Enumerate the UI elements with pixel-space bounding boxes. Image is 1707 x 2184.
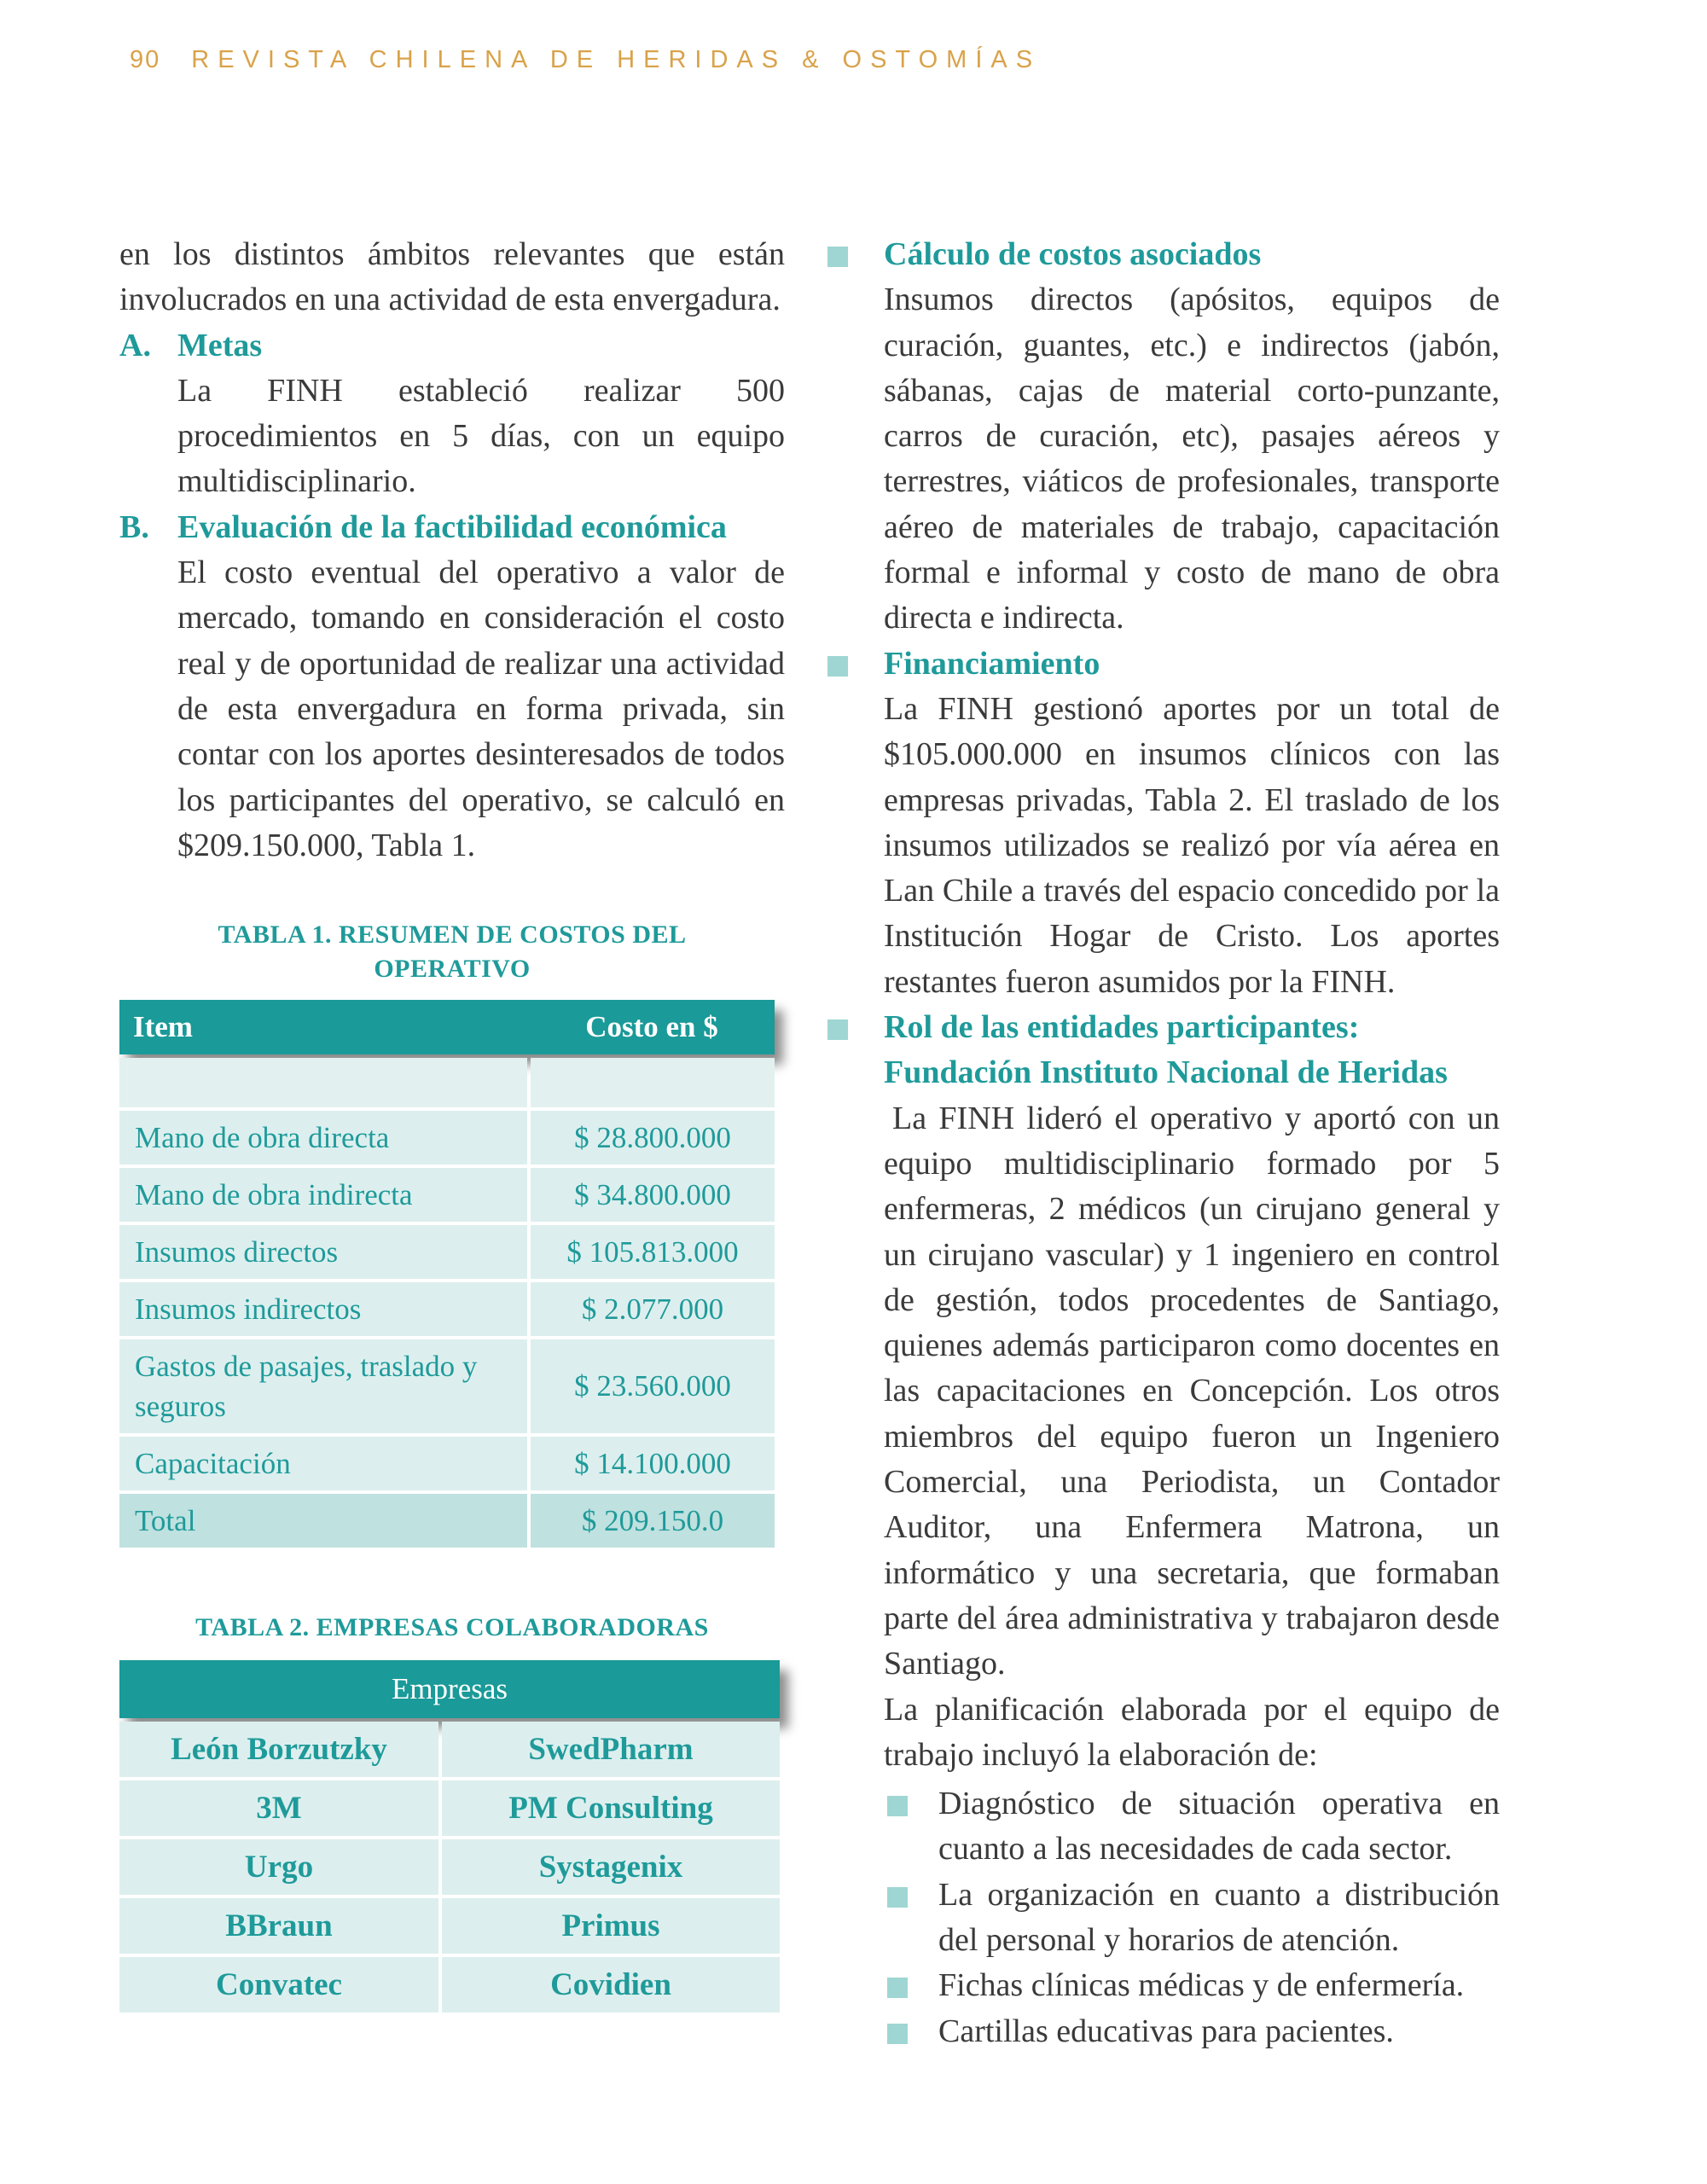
table-total-row xyxy=(119,1494,775,1548)
cost-item: Mano de obra indirecta xyxy=(119,1168,527,1222)
table1-header-item: Item xyxy=(133,1010,193,1044)
square-bullet-icon xyxy=(887,1887,908,1908)
roles-section xyxy=(826,1005,1500,1778)
cost-value: $ 23.560.000 xyxy=(531,1339,775,1433)
table-row xyxy=(119,1898,780,1954)
journal-title: REVISTA CHILENA DE HERIDAS & OSTOMÍAS xyxy=(191,46,1042,73)
cost-item: Insumos indirectos xyxy=(119,1282,527,1336)
list-item xyxy=(826,1781,1500,1873)
table1-caption xyxy=(119,918,785,986)
section-a-text: La FINH estableció realizar 500 procedimientos en 5 días, con un equipo multidisciplinario. xyxy=(177,372,785,500)
planning-text: La planificación elaborada por el equipo de trabajo incluyó la elaboración de: xyxy=(884,1691,1500,1773)
total-label: Total xyxy=(119,1494,527,1548)
cost-value: $ 34.800.000 xyxy=(531,1168,775,1222)
table-row xyxy=(119,1437,775,1490)
company-cell: PM Consulting xyxy=(442,1780,780,1836)
page-number: 90 xyxy=(130,46,161,73)
table2-header: Empresas xyxy=(119,1660,780,1718)
table1-caption-line2: OPERATIVO xyxy=(374,955,531,984)
table1-caption-line1: TABLA 1. RESUMEN DE COSTOS DEL xyxy=(218,921,687,950)
list-item xyxy=(826,1963,1500,2008)
list-item-text: Fichas clínicas médicas y de enfermería. xyxy=(938,1967,1465,2004)
table1-blank-cell xyxy=(531,1058,775,1107)
section-b xyxy=(119,505,785,868)
square-bullet-icon xyxy=(887,1796,908,1816)
square-bullet-icon xyxy=(827,247,848,267)
financing-text: La FINH gestionó aportes por un total de $105.000.000 en insumos clínicos con las empresas privadas, Tabla 2. El traslado de los insumos utilizados se realizó por vía aérea en Lan Chile a través del espacio concedido por la Institución Hogar de Cristo. Los aportes restantes fueron asumidos por la FINH. xyxy=(884,690,1500,1000)
list-item-text: Diagnóstico de situación operativa en cuanto a las necesidades de cada sector. xyxy=(938,1786,1500,1867)
section-b-title: Evaluación de la factibilidad económica xyxy=(177,508,727,545)
table1-header-row xyxy=(119,1000,775,1054)
company-cell: Primus xyxy=(442,1898,780,1954)
table1-blank-cell xyxy=(119,1058,527,1107)
table-row xyxy=(119,1225,775,1279)
financing-title: Financiamiento xyxy=(884,645,1100,682)
square-bullet-icon xyxy=(827,656,848,677)
cost-value: $ 28.800.000 xyxy=(531,1111,775,1165)
table-row xyxy=(119,1957,780,2013)
table2-caption: TABLA 2. EMPRESAS COLABORADORAS xyxy=(195,1613,709,1642)
roles-title-line1: Rol de las entidades participantes: xyxy=(884,1009,1360,1046)
right-column xyxy=(826,232,1500,2054)
costs-text: Insumos directos (apósitos, equipos de curación, guantes, etc.) e indirectos (jabón, sábanas, cajas de material corto-punzante, carros de curación, etc), pasajes aéreos y terrestres, viáticos de profesionales, transporte aéreo de materiales de trabajo, capacitación formal e informal y costo de mano de obra directa e indirecta. xyxy=(884,282,1500,636)
table-row xyxy=(119,1722,780,1777)
section-a-letter: A. xyxy=(119,327,151,363)
company-cell: Covidien xyxy=(442,1957,780,2013)
total-value: $ 209.150.0 xyxy=(531,1494,775,1548)
cost-value: $ 14.100.000 xyxy=(531,1437,775,1490)
cost-item: Gastos de pasajes, traslado y seguros xyxy=(119,1339,527,1433)
intro-paragraph: en los distintos ámbitos relevantes que están involucrados en una actividad de esta envergadura. xyxy=(119,236,785,318)
company-cell: Urgo xyxy=(119,1839,438,1895)
cost-item: Capacitación xyxy=(119,1437,527,1490)
planning-list xyxy=(826,1781,1500,2054)
table-row xyxy=(119,1168,775,1222)
company-cell: BBraun xyxy=(119,1898,438,1954)
cost-value: $ 105.813.000 xyxy=(531,1225,775,1279)
roles-text: La FINH lideró el operativo y aportó con un equipo multidisciplinario formado por 5 enfermeras, 2 médicos (un cirujano general y un cirujano vascular) y 1 ingeniero en control de gestión, todos procedentes de Santiago, quienes además participaron como docentes en las capacitaciones en Concepción. Los otros miembros del equipo fueron un Ingeniero Comercial, una Periodista, un Contador Auditor, una Enfermera Matrona, un informático y una secretaria, que formaban parte del área administrativa y trabajaron desde Santiago. xyxy=(884,1100,1500,1682)
section-a xyxy=(119,323,785,505)
company-cell: 3M xyxy=(119,1780,438,1836)
table1 xyxy=(119,1000,775,1548)
list-item xyxy=(826,2009,1500,2054)
table-row xyxy=(119,1339,775,1433)
costs-section xyxy=(826,232,1500,642)
table1-header-cost: Costo en $ xyxy=(585,1010,718,1044)
table-row xyxy=(119,1839,780,1895)
square-bullet-icon xyxy=(887,1978,908,1998)
costs-title: Cálculo de costos asociados xyxy=(884,236,1262,272)
left-column xyxy=(119,232,785,2013)
table1-blank-row xyxy=(119,1058,775,1107)
financing-section xyxy=(826,642,1500,1005)
company-cell: Convatec xyxy=(119,1957,438,2013)
list-item-text: Cartillas educativas para pacientes. xyxy=(938,2013,1394,2049)
table-row xyxy=(119,1111,775,1165)
section-a-title: Metas xyxy=(177,327,263,363)
square-bullet-icon xyxy=(887,2024,908,2044)
list-item xyxy=(826,1873,1500,1964)
cost-item: Mano de obra directa xyxy=(119,1111,527,1165)
section-b-letter: B. xyxy=(119,508,149,545)
company-cell: SwedPharm xyxy=(442,1722,780,1777)
running-head xyxy=(130,46,1041,74)
section-b-text: El costo eventual del operativo a valor de mercado, tomando en consideración el costo real y de oportunidad de realizar una actividad de esta envergadura en forma privada, sin contar con los aportes desinteresados de todos los participantes del operativo, se calculó en $209.150.000, Tabla 1. xyxy=(177,555,785,863)
table-row xyxy=(119,1282,775,1336)
cost-value: $ 2.077.000 xyxy=(531,1282,775,1336)
table2 xyxy=(119,1660,780,2013)
table-row xyxy=(119,1780,780,1836)
list-item-text: La organización en cuanto a distribución del personal y horarios de atención. xyxy=(938,1876,1500,1958)
company-cell: León Borzutzky xyxy=(119,1722,438,1777)
cost-item: Insumos directos xyxy=(119,1225,527,1279)
company-cell: Systagenix xyxy=(442,1839,780,1895)
roles-title-line2: Fundación Instituto Nacional de Heridas xyxy=(884,1054,1448,1091)
square-bullet-icon xyxy=(827,1019,848,1040)
